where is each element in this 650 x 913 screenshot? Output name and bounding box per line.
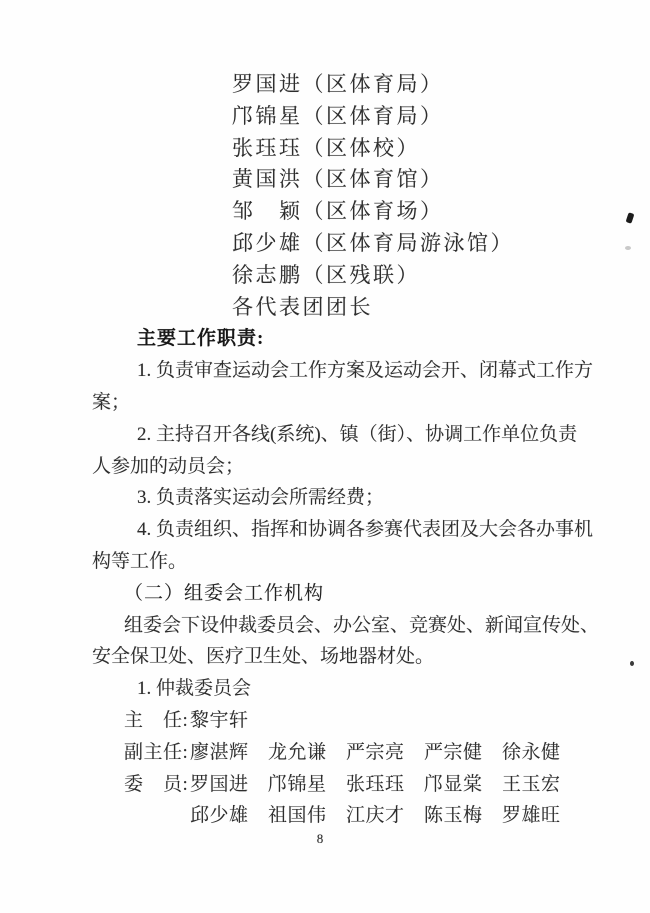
committee-role-label [124,800,190,832]
committee-names: 廖湛辉 龙允谦 严宗亮 严宗健 徐永健 [190,741,561,763]
duty-line: 构等工作。 [92,550,188,572]
committee-names: 罗国进 邝锦星 张珏珏 邝显棠 王玉宏 [190,773,561,795]
duty-line: 1. 负责审查运动会工作方案及运动会开、闭幕式工作方 [137,360,594,382]
duty-line: 案； [92,391,131,413]
duties-heading: 主要工作职责: [137,328,265,350]
member-list-item: 黄国洪（区体育馆） [232,167,444,192]
duty-line: 人参加的动员会； [92,455,245,477]
scan-speck [626,212,635,223]
member-list-item: 邹 颖（区体育场） [232,199,444,224]
page-number: 8 [316,831,324,846]
committee-row-deputy [124,737,612,769]
duty-line: 2. 主持召开各线(系统)、镇（街）、协调工作单位负责 [137,423,578,445]
document-content [92,69,612,832]
duty-line: 4. 负责组织、指挥和协调各参赛代表团及大会各办事机 [137,519,594,541]
committee-heading: 1. 仲裁委员会 [137,678,252,700]
member-list-item: 徐志鹏（区残联） [232,262,420,287]
committee-names: 黎宇轩 [190,709,249,731]
committee-row-members [124,769,612,801]
committee-role-label: 委 员: [124,773,189,795]
scan-speck [625,246,631,250]
section2-heading: （二）组委会工作机构 [124,582,325,604]
committee-row-director [124,705,612,737]
member-list-item: 邝锦星（区体育局） [232,103,444,128]
member-list-item: 罗国进（区体育局） [232,72,444,96]
committee-row-members-continued [124,800,612,832]
section2-line: 安全保卫处、医疗卫生处、场地器材处。 [92,646,435,668]
scan-speck [630,661,634,666]
committee-role-label: 副主任: [124,741,189,763]
committee-names: 邱少雄 祖国伟 江庆才 陈玉梅 罗雄旺 [190,805,561,827]
committee-role-label: 主 任: [124,709,189,731]
section2-line: 组委会下设仲裁委员会、办公室、竞赛处、新闻宣传处、 [124,614,600,636]
duty-line: 3. 负责落实运动会所需经费； [137,487,385,509]
member-list-item: 张珏珏（区体校） [232,135,420,160]
member-list-item: 邱少雄（区体育局游泳馆） [232,230,514,255]
member-list-item: 各代表团团长 [232,294,373,319]
